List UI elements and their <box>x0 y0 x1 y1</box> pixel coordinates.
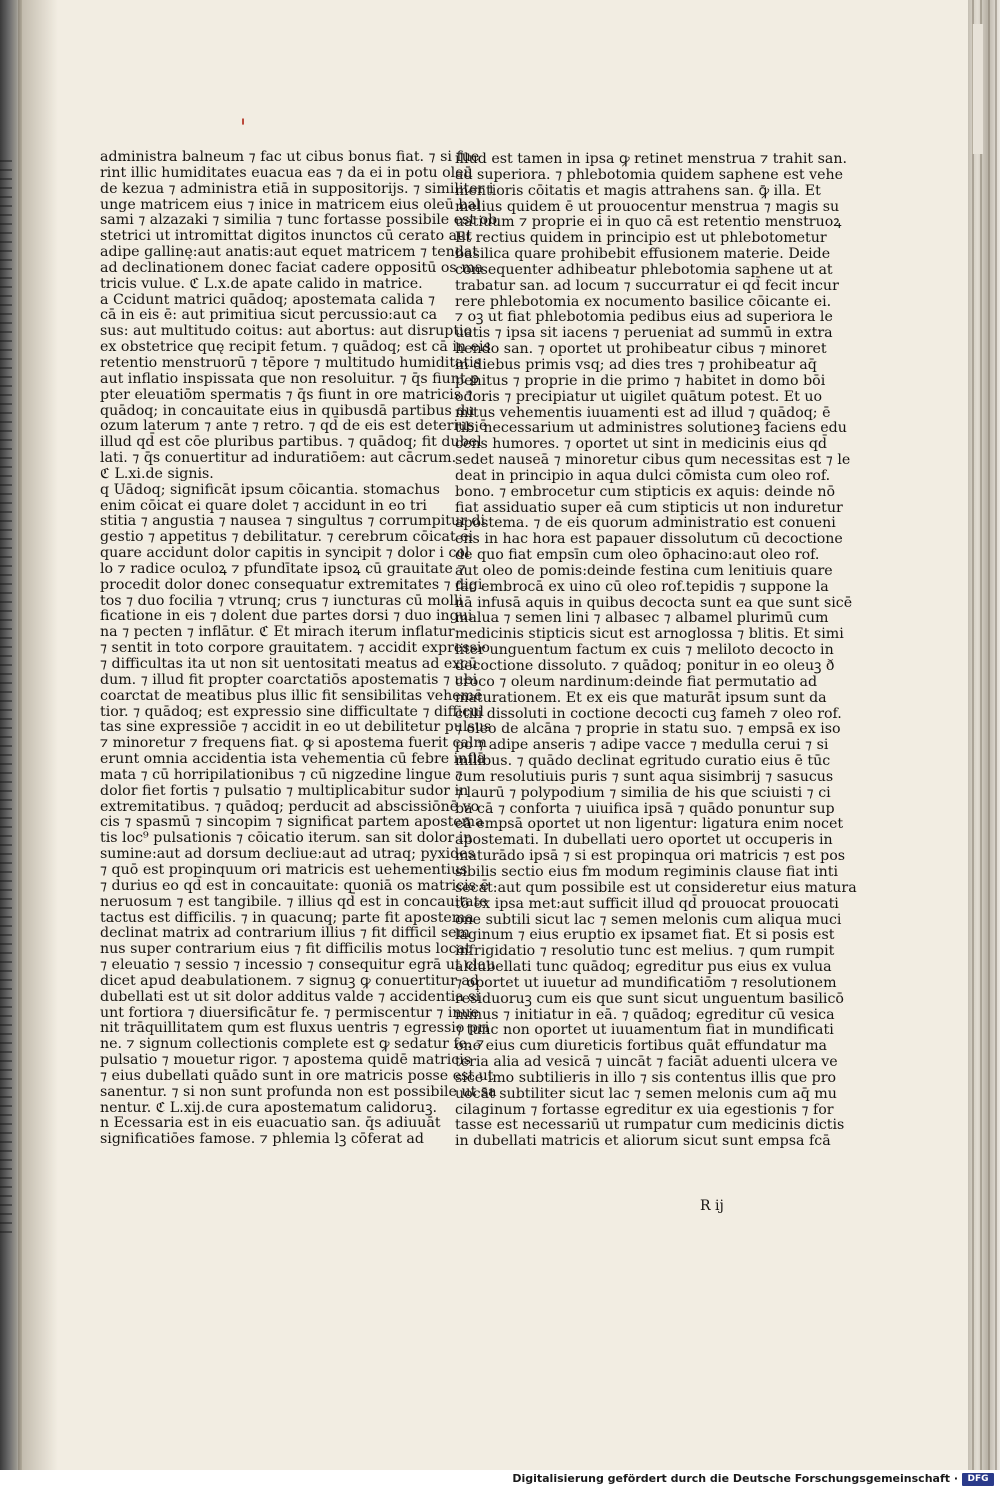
text-line: fac embrocā ex uino cū oleo rof.tepidis ⁊ suppone la <box>455 578 829 595</box>
text-column-left <box>100 149 498 1148</box>
text-line: uatis ⁊ ipsa sit iacens ⁊ perueniat ad summū in extra <box>455 325 833 342</box>
text-line: sami ⁊ alzazaki ⁊ similia ⁊ tunc fortasse possibile est ob <box>100 212 498 229</box>
text-line: lati. ⁊ q̄s conuertitur ad induratiōem: aut cācrum. <box>100 450 457 467</box>
text-line: basilica quare prohibebit effusionem materie. Deide <box>455 246 831 263</box>
text-line: pulsatio ⁊ mouetur rigor. ⁊ apostema quidē matricis <box>100 1052 472 1069</box>
text-line: mitus vehementis iuuamenti est ad illud ⁊ quādoq; ē <box>455 404 831 421</box>
text-line: apostema. ⁊ de eis quorum administratio est conueni <box>455 515 836 532</box>
text-line: sice imo subtilieris in illo ⁊ sis contentus illis que pro <box>455 1069 837 1086</box>
page-stack-edge <box>968 0 1000 1470</box>
text-line: coarctat de meatibus plus illic fit sensibilitas vehemē <box>100 687 483 704</box>
text-line: na ⁊ pecten ⁊ inflātur. ℭ Et mirach iterum inflatur <box>100 624 455 641</box>
text-line: ne. ⁊ signum collectionis complete est ꝙ sedatur fe. ⁊ <box>100 1036 485 1053</box>
text-line: ad superiora. ⁊ phlebotomia quidem saphene est vehe <box>455 166 844 183</box>
text-line: medicinis stipticis sicut est arnoglossa ⁊ blitis. Et simi <box>455 626 844 643</box>
text-line: cilaginum ⁊ fortasse egreditur ex uia egestionis ⁊ for <box>455 1101 834 1118</box>
footer-text: Digitalisierung gefördert durch die Deutsche Forschungsgemeinschaft · <box>512 1472 958 1485</box>
text-column-right <box>455 151 857 1150</box>
text-line: enim cōicat ei quare dolet ⁊ accidunt in eo tri <box>100 497 427 514</box>
text-line: ⁊ oꝫ ut fiat phlebotomia pedibus eius ad superiora le <box>455 309 833 326</box>
text-line: uocāt subtiliter sicut lac ⁊ semen melonis cum aq̄ mu <box>455 1085 837 1102</box>
text-line: tas sine expressiōe ⁊ accidit in eo ut debilitetur pulsus <box>100 719 492 736</box>
dfg-logo: DFG <box>962 1473 994 1486</box>
text-line: ozum laterum ⁊ ante ⁊ retro. ⁊ qd̄ de eis est deterius ē <box>100 418 488 435</box>
rubric-mark: ' <box>240 116 247 141</box>
text-line: dolor fiet fortis ⁊ pulsatio ⁊ multiplicabitur sudor in <box>100 782 469 799</box>
text-line: de quo fiat empsīn cum oleo ōphacino:aut oleo rof. <box>455 547 820 564</box>
text-line: tis loc⁹ pulsationis ⁊ cōicatio iterum. san sit dolor in <box>100 830 473 847</box>
text-line: trabatur san. ad locum ⁊ succurratur ei qd̄ fecit incur <box>455 277 839 294</box>
text-line: tō ex ipsa met:aut sufficit illud qd̄ prouocat prouocati <box>455 895 839 912</box>
text-line: tior. ⁊ quādoq; est expressio sine difficultate ⁊ difficul <box>100 703 484 720</box>
text-line: declinat matrix ad contrarium illius ⁊ fit difficil sem <box>100 925 470 942</box>
text-line: aut inflatio inspissata que non resoluitur. ⁊ q̄s fiunt ꝑ <box>100 370 480 387</box>
text-line: retentio menstruorū ⁊ tēpore ⁊ multitudo humiditatis <box>100 354 481 371</box>
text-line: one subtili sicut lac ⁊ semen melonis cum aliqua muci <box>455 911 842 928</box>
text-line: teria alia ad vesicā ⁊ uincāt ⁊ faciāt aduenti ulcera ve <box>455 1054 838 1071</box>
text-line: aut oleo de pomis:deinde festina cum lenitiuis quare <box>455 562 833 579</box>
text-line: administra balneum ⁊ fac ut cibus bonus fiat. ⁊ si fue <box>100 149 480 165</box>
text-line: extremitatibus. ⁊ quādoq; perducit ad abscissiōnē vo <box>100 798 480 815</box>
text-line: stetrici ut intromittat digitos inunctos cū cerato aut <box>100 228 472 245</box>
text-line: infrigidatio ⁊ resolutio tunc est melius. ⁊ qum rumpit <box>455 943 835 960</box>
text-line: nentur. ℭ L.xij.de cura apostematum calidoruꝫ. <box>100 1099 437 1116</box>
text-line: procedit dolor donec consequatur extremitates ⁊ digi <box>100 576 483 593</box>
text-line: sibilis sectio eius fm modum regiminis clause fiat inti <box>455 863 839 880</box>
text-line: unge matricem eius ⁊ inice in matricem eius oleū bal <box>100 196 481 213</box>
text-line: cis ⁊ spasmū ⁊ sincopim ⁊ significat partem apostema <box>100 814 484 831</box>
text-line: Et rectius quidem in principio est ut phlebotometur <box>455 230 827 247</box>
text-line: deat in principio in aqua dulci cōmista cum oleo rof. <box>455 467 831 484</box>
text-line: odoris ⁊ precipiatur ut uigilet quātum potest. Et uo <box>455 388 823 405</box>
text-line: ⁊ quō est propinquum ori matricis est uehementius <box>100 861 468 878</box>
text-line: adipe gallinę:aut anatis:aut equet matricem ⁊ tendat <box>100 244 478 261</box>
text-line: pter eleuatiōm spermatis ⁊ q̄s fiunt in ore matricis ⁊ <box>100 386 473 403</box>
text-line: quare accidunt dolor capitis in syncipit ⁊ dolor i col <box>100 545 470 562</box>
text-line: in diebus primis vsq; ad dies tres ⁊ prohibeatur aq̄ <box>455 356 817 373</box>
text-line: hendo san. ⁊ oportet ut prohibeatur cibus ⁊ minoret <box>455 341 827 358</box>
text-line: stitia ⁊ angustia ⁊ nausea ⁊ singultus ⁊ corrumpitur di <box>100 513 486 530</box>
text-line: ens in hac hora est papauer dissolutum cū decoctione <box>455 531 843 548</box>
text-line: ba cā ⁊ conforta ⁊ uiuifica ipsā ⁊ quādo ponuntur sup <box>455 800 835 817</box>
text-line: fiat assiduatio super eā cum stipticis ut non induretur <box>455 499 843 516</box>
text-line: eā empsā oportet ut non ligentur: ligatura enim nocet <box>455 816 844 833</box>
text-line: dum. ⁊ illud fit propter coarctatiōs apostematis ⁊ ubi <box>100 671 478 688</box>
text-line: secat:aut qum possibile est ut consideretur eius matura <box>455 879 857 896</box>
text-line: uatiuum ⁊ proprie ei in quo cā est retentio menstruoꝝ <box>455 214 842 231</box>
text-line: tricis vulue. ℭ L.x.de apate calido in matrice. <box>100 275 423 292</box>
text-line: croco ⁊ oleum nardinum:deinde fiat permutatio ad <box>455 673 818 690</box>
text-line: liter unguentum factum ex cuis ⁊ meliloto decocto in <box>455 642 834 659</box>
text-line: nā infusā aquis in quibus decocta sunt ea que sunt sicē <box>455 594 853 611</box>
text-line: dubellati est ut sit dolor additus valde ⁊ accidentia si <box>100 988 481 1005</box>
text-line: sumine:aut ad dorsum decliue:aut ad utraq; pyxides <box>100 846 475 863</box>
text-line: maturādo ipsā ⁊ si est propinqua ori matricis ⁊ est pos <box>455 848 846 865</box>
text-line: significatiōes famose. ⁊ phlemia lꝫ cōferat ad <box>100 1131 424 1148</box>
text-line: in dubellati matricis et aliorum sicut sunt empsa fcā <box>455 1133 831 1150</box>
text-line: penitus ⁊ proprie in die primo ⁊ habitet in domo bōi <box>455 372 826 389</box>
text-line: decoctione dissoluto. ⁊ quādoq; ponitur in eo oleuꝫ ð <box>455 658 835 674</box>
text-line: ℭ L.xi.de signis. <box>100 465 214 482</box>
text-line: a Ccidunt matrici quādoq; apostemata calida ⁊ <box>100 291 436 308</box>
text-line: consequenter adhibeatur phlebotomia saphene ut at <box>455 261 833 278</box>
text-line: bono. ⁊ embrocetur cum stipticis ex aquis: deinde nō <box>455 483 836 500</box>
footer-bar <box>0 1470 1000 1489</box>
text-line: milibus. ⁊ quādo declinat egritudo curatio eius ē tūc <box>455 753 831 770</box>
text-line: mentioris cōitatis et magis attrahens san. ꝙ̄ illa. Et <box>455 182 821 199</box>
text-line: unt fortiora ⁊ diuersificātur fe. ⁊ permiscentur ⁊ inue <box>100 1004 480 1021</box>
text-line: ⁊ sentit in toto corpore grauitatem. ⁊ accidit expressio <box>100 640 490 657</box>
text-line: melius quidem ē ut prouocentur menstrua ⁊ magis su <box>455 198 840 215</box>
text-line: de kezua ⁊ administra etiā in suppositorijs. ⁊ similiter i <box>100 180 494 197</box>
text-line: ctili dissoluti in coctione decocti cuꝫ fameh ⁊ oleo rof. <box>455 705 842 722</box>
text-line: ⁊ eleuatio ⁊ sessio ⁊ incessio ⁊ consequitur egrā ut clau <box>100 957 496 974</box>
text-line: cens humores. ⁊ oportet ut sint in medicinis eius qd̄ <box>455 436 827 453</box>
gutter-shadow <box>18 0 58 1470</box>
text-line: q Uādoq; significāt ipsum cōicantia. stomachus <box>100 481 440 498</box>
text-line: erunt omnia accidentia ista vehementia cū febre inflā <box>100 751 486 768</box>
text-line: ⁊ tunc non oportet ut iuuamentum fiat in mundificati <box>455 1022 834 1039</box>
text-line: one eius cum diureticis fortibus quāt effundatur ma <box>455 1038 827 1055</box>
text-line: cā in eis ē: aut primitiua sicut percussio:aut ca <box>100 307 438 324</box>
text-line: ex obstetrice quę recipit fetum. ⁊ quādoq; est cā in eis <box>100 339 491 356</box>
text-line: mata ⁊ cū horripilationibus ⁊ cū nigzedine lingue ⁊ <box>100 766 463 783</box>
text-line: residuoruꝫ cum eis que sunt sicut unguentum basilicō <box>455 990 844 1007</box>
text-line: tibi necessarium ut administres solutioneꝫ faciens edu <box>455 420 847 437</box>
text-line: sanentur. ⁊ si non sunt profunda non est possibile ut sa <box>100 1083 497 1100</box>
text-line: rere phlebotomia ex nocumento basilice cōicante ei. <box>455 293 832 310</box>
text-line: sus: aut multitudo coitus: aut abortus: aut disruptio <box>100 323 473 340</box>
text-line: ⁊ difficultas ita ut non sit uentositati meatus ad excū <box>100 656 478 672</box>
text-line: ficatione in eis ⁊ dolent due partes dorsi ⁊ duo ingui <box>100 608 473 625</box>
text-line: po ⁊ adipe anseris ⁊ adipe vacce ⁊ medulla cerui ⁊ si <box>455 737 829 754</box>
text-line: ⁊ eius dubellati quādo sunt in ore matricis posse est ut <box>100 1067 494 1084</box>
text-line: n Ecessaria est in eis euacuatio san. q̄s adiuuāt <box>100 1115 441 1132</box>
text-line: tasse est necessariū ut rumpatur cum medicinis dictis <box>455 1117 845 1134</box>
text-line: laginum ⁊ eius eruptio ex ipsamet fiat. Et si posis est <box>455 927 835 944</box>
text-line: cum resolutiuis puris ⁊ sunt aqua sisimbrij ⁊ sasucus <box>455 768 834 785</box>
text-line: rint illic humiditates euacua eas ⁊ da ei in potu oleū <box>100 164 473 181</box>
text-line: illud est tamen in ipsa ꝙ retinet menstrua ⁊ trahit san. <box>455 151 847 167</box>
text-line: maturationem. Et ex eis que maturāt ipsum sunt da <box>455 689 827 706</box>
text-line: tos ⁊ duo focilia ⁊ vtrunq; crus ⁊ iuncturas cū molli <box>100 592 463 609</box>
text-line: aldubellati tunc quādoq; egreditur pus eius ex vulua <box>455 959 832 976</box>
text-line: neruosum ⁊ est tangibile. ⁊ illius qd̄ est in concauitate <box>100 893 488 910</box>
page-tab-marker <box>972 24 983 154</box>
text-line: dicet apud deabulationem. ⁊ signuꝫ ꝙ conuertitur ad <box>100 972 479 989</box>
text-line: malua ⁊ semen lini ⁊ albasec ⁊ albamel plurimū cum <box>455 610 829 627</box>
text-line: ⁊ laurū ⁊ polypodium ⁊ similia de his que sciuisti ⁊ ci <box>455 784 831 801</box>
text-line: illud qd̄ est cōe pluribus partibus. ⁊ quādoq; fit dubel <box>100 434 482 451</box>
text-line: gestio ⁊ appetitus ⁊ debilitatur. ⁊ cerebrum cōicat ei <box>100 529 474 546</box>
text-line: sedet nauseā ⁊ minoretur cibus qum necessitas est ⁊ le <box>455 452 851 469</box>
text-line: minus ⁊ initiatur in eā. ⁊ quādoq; egreditur cū vesica <box>455 1006 835 1023</box>
text-line: tactus est difficilis. ⁊ in quacunq; parte fit apostema <box>100 909 474 926</box>
facing-page-bleedthrough <box>0 160 12 1240</box>
signature-mark: R ij <box>700 1198 724 1214</box>
text-line: ⁊ minoretur ⁊ frequens fiat. ꝙ si apostema fuerit calm <box>100 735 487 752</box>
text-line: apostemati. In dubellati uero oportet ut occuperis in <box>455 832 833 849</box>
text-line: nus super contrarium eius ⁊ fit difficilis motus locat <box>100 941 471 958</box>
text-line: lo ⁊ radice oculoꝝ ⁊ pfundītate ipsoꝝ cū grauitate ⁊ <box>100 560 466 577</box>
text-line: ⁊ oleo de alcāna ⁊ proprie in statu suo. ⁊ empsā ex iso <box>455 721 841 738</box>
text-line: ad declinationem donec faciat cadere oppositū os ma <box>100 259 484 276</box>
text-line: quādoq; in concauitate eius in quibusdā partibus du <box>100 402 475 419</box>
text-line: ⁊ durius eo qd̄ est in concauitate: quoniā os matricis ē <box>100 877 489 894</box>
text-line: ⁊ oportet ut iuuetur ad mundificatiōm ⁊ resolutionem <box>455 974 837 991</box>
text-line: nit trāquillitatem qum est fluxus uentris ⁊ egressio pri <box>100 1020 490 1037</box>
